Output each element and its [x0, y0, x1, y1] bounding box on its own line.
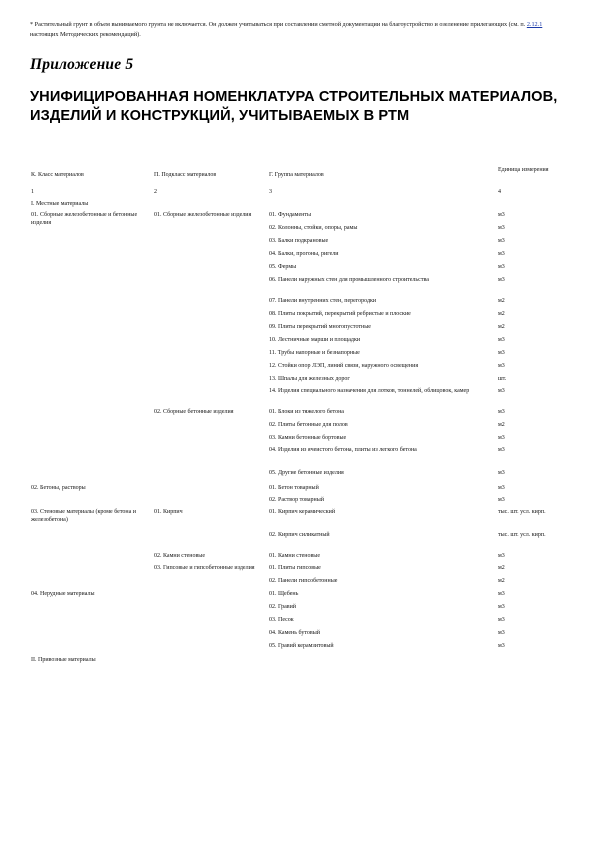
table-header-class: К. Класс материалов: [31, 172, 84, 178]
subclass-cell: 03. Гипсовые и гипсобетонные изделия: [154, 565, 255, 571]
column-number-1: 1: [31, 189, 34, 195]
unit-cell: м3: [498, 212, 505, 218]
page-title: УНИФИЦИРОВАННАЯ НОМЕНКЛАТУРА СТРОИТЕЛЬНЫХ МАТЕРИАЛОВ, ИЗДЕЛИЙ И КОНСТРУКЦИЙ, УЧИТЫВАЕМЫХ В РТМ: [30, 89, 558, 124]
unit-cell: м3: [498, 251, 505, 257]
unit-cell: м3: [498, 617, 505, 623]
group-cell: 04. Камень бутовый: [269, 630, 320, 636]
unit-cell: м3: [498, 485, 505, 491]
group-cell: 12. Стойки опор ЛЭП, линий связи, наружного освещения: [269, 363, 419, 369]
unit-cell: м3: [498, 409, 505, 415]
unit-cell: м2: [498, 324, 505, 330]
group-cell: 01. Блоки из тяжелого бетона: [269, 409, 344, 415]
group-cell: 08. Плиты покрытий, перекрытий ребристые и плоские: [269, 311, 411, 317]
unit-cell: м3: [498, 604, 505, 610]
footnote-text-start: * Растительный грунт в объем вынимаемого грунта не включается. Он должен учитываться при составлении сметной документации на благоустройство и озеленение прилегающих (см. п.: [30, 21, 527, 28]
group-cell: 04. Изделия из ячеистого бетона, плиты из легкого бетона: [269, 447, 417, 453]
footnote-link[interactable]: 2.12.1: [526, 21, 543, 28]
subclass-cell: 01. Сборные железобетонные изделия: [154, 212, 252, 218]
subclass-cell: 01. Кирпич: [154, 509, 183, 515]
group-cell: 03. Балки подкрановые: [269, 238, 329, 244]
unit-cell: м3: [498, 643, 505, 649]
group-cell: 07. Панели внутренних стен, перегородки: [269, 298, 377, 304]
column-number-2: 2: [154, 189, 157, 195]
unit-cell: м3: [498, 337, 505, 343]
unit-cell: м3: [498, 225, 505, 231]
group-cell: 03. Песок: [269, 617, 294, 623]
unit-cell: тыс. шт. усл. кирп.: [498, 532, 546, 538]
table-header-unit: Единица измерения: [498, 167, 549, 173]
unit-cell: м2: [498, 298, 505, 304]
class-cell: 02. Бетоны, растворы: [31, 485, 86, 491]
group-cell: 01. Плиты гипсовые: [269, 565, 321, 571]
class-cell: 03. Стеновые материалы (кроме бетона и железобетона): [31, 509, 136, 523]
group-cell: 06. Панели наружных стен для промышленного строительства: [269, 277, 429, 283]
group-cell: 14. Изделия специального назначения для лотков, тоннелей, облицовок, камер: [269, 388, 470, 394]
group-cell: 05. Другие бетонные изделия: [269, 470, 344, 476]
unit-cell: м3: [498, 363, 505, 369]
group-cell: 01. Кирпич керамический: [269, 509, 336, 515]
column-number-3: 3: [269, 189, 272, 195]
group-cell: 01. Фундаменты: [269, 212, 311, 218]
unit-cell: м2: [498, 565, 505, 571]
group-cell: 02. Гравий: [269, 604, 297, 610]
unit-cell: м3: [498, 350, 505, 356]
group-cell: 05. Фермы: [269, 264, 297, 270]
group-cell: 02. Кирпич силикатный: [269, 532, 330, 538]
unit-cell: м3: [498, 497, 505, 503]
group-cell: 10. Лестничные марши и площадки: [269, 337, 361, 343]
group-cell: 02. Раствор товарный: [269, 497, 324, 503]
section-heading-imported: II. Привозные материалы: [31, 657, 96, 663]
unit-cell: м3: [498, 264, 505, 270]
appendix-label: Приложение 5: [30, 56, 134, 73]
unit-cell: м3: [498, 630, 505, 636]
group-cell: 09. Плиты перекрытий многопустотные: [269, 324, 371, 330]
unit-cell: м2: [498, 311, 505, 317]
group-cell: 13. Шпалы для железных дорог: [269, 376, 350, 382]
group-cell: 05. Гравий керамзитовый: [269, 643, 334, 649]
unit-cell: м2: [498, 422, 505, 428]
unit-cell: тыс. шт. усл. кирп.: [498, 509, 546, 515]
footnote-text-end: настоящих Методических рекомендаций).: [30, 31, 141, 38]
group-cell: 01. Щебень: [269, 591, 299, 597]
unit-cell: м3: [498, 553, 505, 559]
unit-cell: м3: [498, 388, 505, 394]
group-cell: 11. Трубы напорные и безнапорные: [269, 350, 360, 356]
unit-cell: м3: [498, 591, 505, 597]
subclass-cell: 02. Камни стеновые: [154, 553, 205, 559]
group-cell: 01. Бетон товарный: [269, 485, 319, 491]
unit-cell: шт.: [498, 376, 507, 382]
unit-cell: м2: [498, 578, 505, 584]
group-cell: 02. Панели гипсобетонные: [269, 578, 338, 584]
group-cell: 02. Плиты бетонные для полов: [269, 422, 348, 428]
group-cell: 04. Балки, прогоны, ригели: [269, 251, 339, 257]
section-heading-local: I. Местные материалы: [31, 201, 89, 207]
group-cell: 02. Колонны, стойки, опоры, рамы: [269, 225, 358, 231]
unit-cell: м3: [498, 238, 505, 244]
table-header-subclass: П. Подкласс материалов: [154, 172, 217, 178]
group-cell: 03. Камни бетонные бортовые: [269, 435, 347, 441]
group-cell: 01. Камни стеновые: [269, 553, 320, 559]
unit-cell: м3: [498, 435, 505, 441]
unit-cell: м3: [498, 447, 505, 453]
subclass-cell: 02. Сборные бетонные изделия: [154, 409, 234, 415]
unit-cell: м3: [498, 470, 505, 476]
unit-cell: м3: [498, 277, 505, 283]
table-header-group: Г. Группа материалов: [269, 172, 324, 178]
class-cell: 04. Нерудные материалы: [31, 591, 95, 597]
column-number-4: 4: [498, 189, 501, 195]
class-cell: 01. Сборные железобетонные и бетонные изделия: [31, 212, 138, 226]
